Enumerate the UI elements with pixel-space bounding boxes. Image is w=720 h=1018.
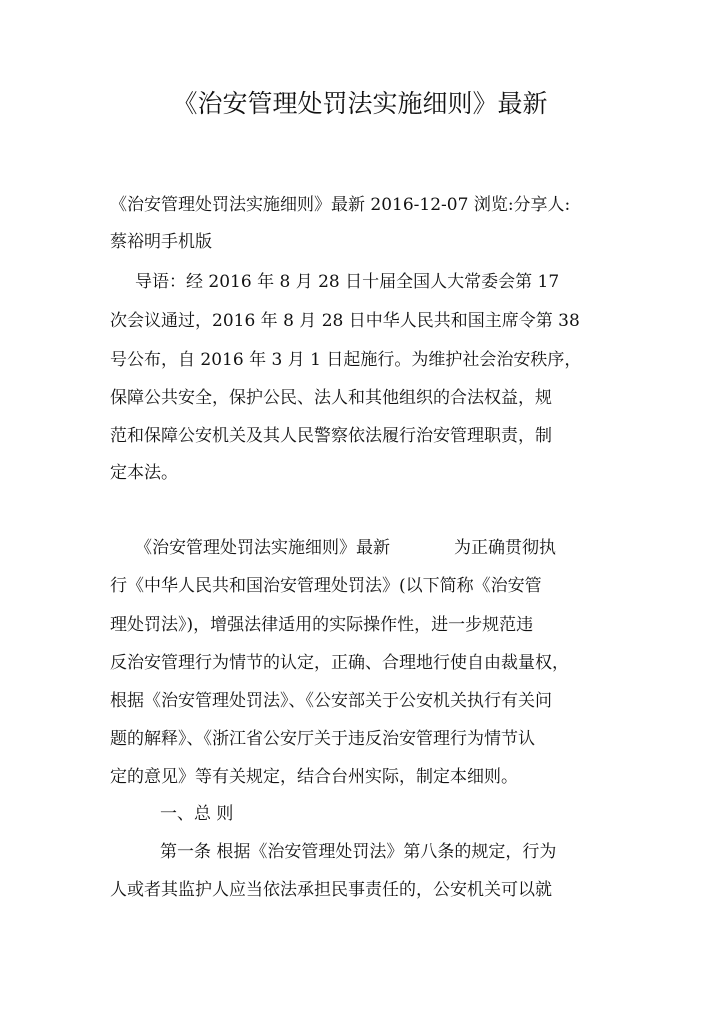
paragraph-line-meta-author: 蔡裕明手机版 [110,232,212,252]
paragraph-line-body-7: 定的意见》等有关规定，结合台州实际，制定本细则。 [110,767,518,787]
paragraph-line-intro-6: 定本法。 [110,463,178,483]
paragraph-line-intro-2: 次会议通过，2016 年 8 月 28 日中华人民共和国主席令第 38 [110,311,580,331]
paragraph-line-body-1 [135,536,556,560]
document-title: 《治安管理处罚法实施细则》最新 [172,89,548,118]
paragraph-line-body-5: 根据《治安管理处罚法》、《公安部关于公安机关执行有关问 [110,691,552,711]
article-line-2: 人或者其监护人应当依法承担民事责任的，公安机关可以就 [110,880,552,900]
paragraph-line-intro-3: 号公布，自 2016 年 3 月 1 日起施行。为维护社会治安秩序， [110,350,582,370]
paragraph-line-body-6: 题的解释》、《浙江省公安厅关于违反治安管理行为情节认 [110,729,535,749]
paragraph-line-intro-5: 范和保障公安机关及其人民警察依法履行治安管理职责，制 [110,426,552,446]
paragraph-line-meta: 《治安管理处罚法实施细则》最新 2016-12-07 浏览:分享人: [110,195,571,215]
section-heading-general: 一、总 则 [160,804,234,824]
paragraph-line-body-2: 行《中华人民共和国治安管理处罚法》(以下简称《治安管 [110,576,542,596]
paragraph-line-body-4: 反治安管理行为情节的认定，正确、合理地行使自由裁量权， [110,653,569,673]
paragraph-line-body-3: 理处罚法》)，增强法律适用的实际操作性，进一步规范违 [110,615,534,635]
body-title-ref: 《治安管理处罚法实施细则》最新 [135,538,390,558]
body-line-continuation: 为正确贯彻执 [454,538,556,558]
paragraph-line-intro-4: 保障公共安全，保护公民、法人和其他组织的合法权益，规 [110,388,552,408]
article-line-1: 第一条 根据《治安管理处罚法》第八条的规定，行为 [160,842,557,862]
paragraph-line-intro-1: 导语：经 2016 年 8 月 28 日十届全国人大常委会第 17 [135,272,560,292]
